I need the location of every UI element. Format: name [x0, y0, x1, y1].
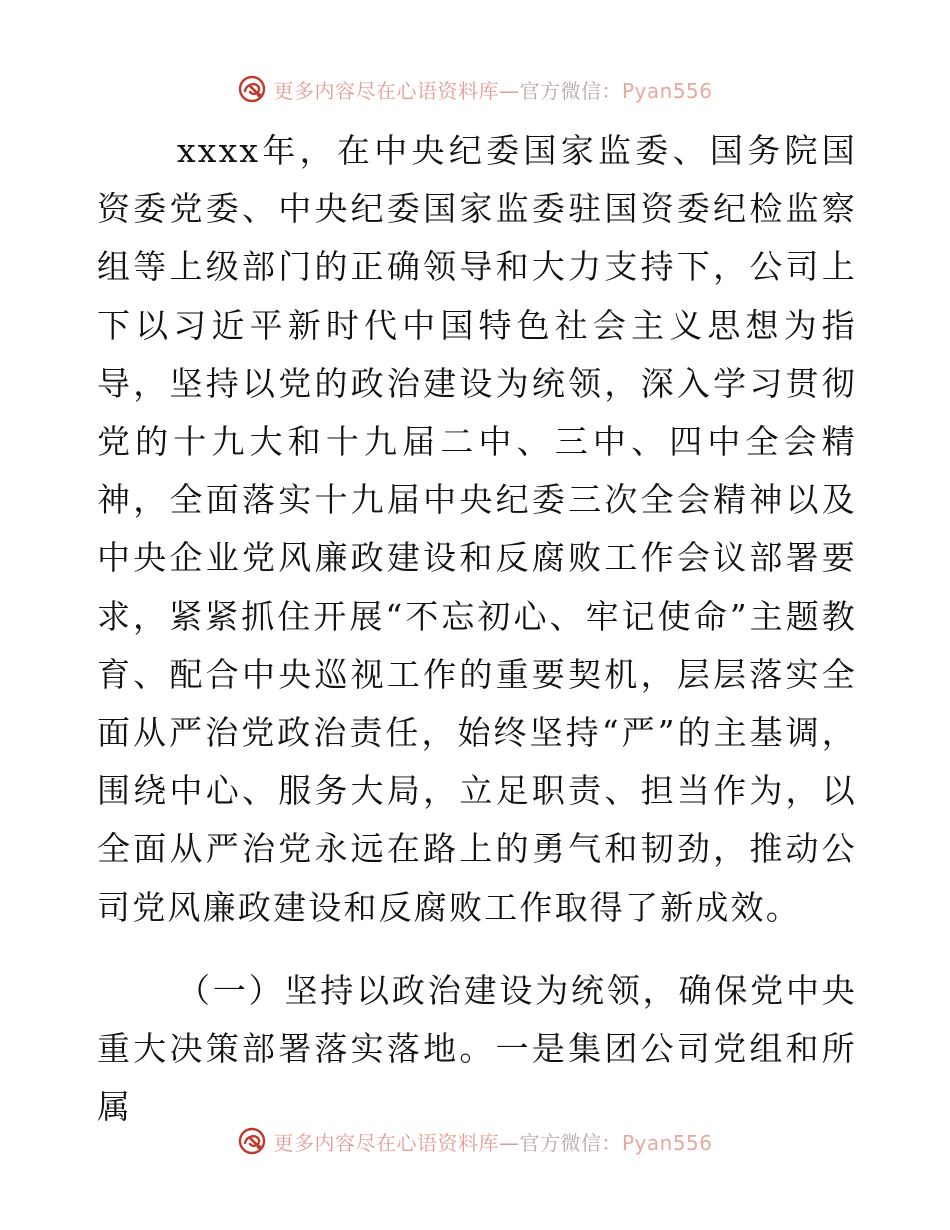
- paragraph-intro: xxxx年，在中央纪委国家监委、国务院国资委党委、中央纪委国家监委驻国资委纪检监察组等上级部门的正确领导和大力支持下，公司上下以习近平新时代中国特色社会主义思想为指导，坚持以党的政治建设为统领，深入学习贯彻党的十九大和十九届二中、三中、四中全会精神，全面落实十九届中央纪委三次全会精神以及中央企业党风廉政建设和反腐败工作会议部署要求，紧紧抓住开展“不忘初心、牢记使命”主题教育、配合中央巡视工作的重要契机，层层落实全面从严治党政治责任，始终坚持“严”的主基调，围绕中心、服务大局，立足职责、担当作为，以全面从严治党永远在路上的勇气和韧劲，推动公司党风廉政建设和反腐败工作取得了新成效。: [97, 131, 857, 927]
- watermark-text: [273, 75, 712, 104]
- watermark-main-text: 更多内容尽在心语资料库: [273, 1130, 499, 1155]
- watermark-dash: —: [498, 1130, 520, 1155]
- watermark-main-text: 更多内容尽在心语资料库: [273, 78, 499, 103]
- document-body: [97, 122, 857, 1136]
- watermark-official-label: 官方微信：: [519, 78, 622, 103]
- watermark-wechat-id: Pyan556: [621, 1130, 713, 1155]
- watermark-official-label: 官方微信：: [519, 1130, 622, 1155]
- watermark-header: [0, 72, 950, 106]
- red-swirl-logo-icon: [237, 74, 267, 104]
- watermark-wechat-id: Pyan556: [621, 78, 713, 103]
- watermark-text: [273, 1127, 712, 1156]
- red-swirl-logo-icon: [237, 1126, 267, 1156]
- watermark-dash: —: [498, 78, 520, 103]
- paragraph-section-one: （一）坚持以政治建设为统领，确保党中央重大决策部署落实落地。一是集团公司党组和所属: [97, 970, 857, 1127]
- watermark-footer: [0, 1124, 950, 1158]
